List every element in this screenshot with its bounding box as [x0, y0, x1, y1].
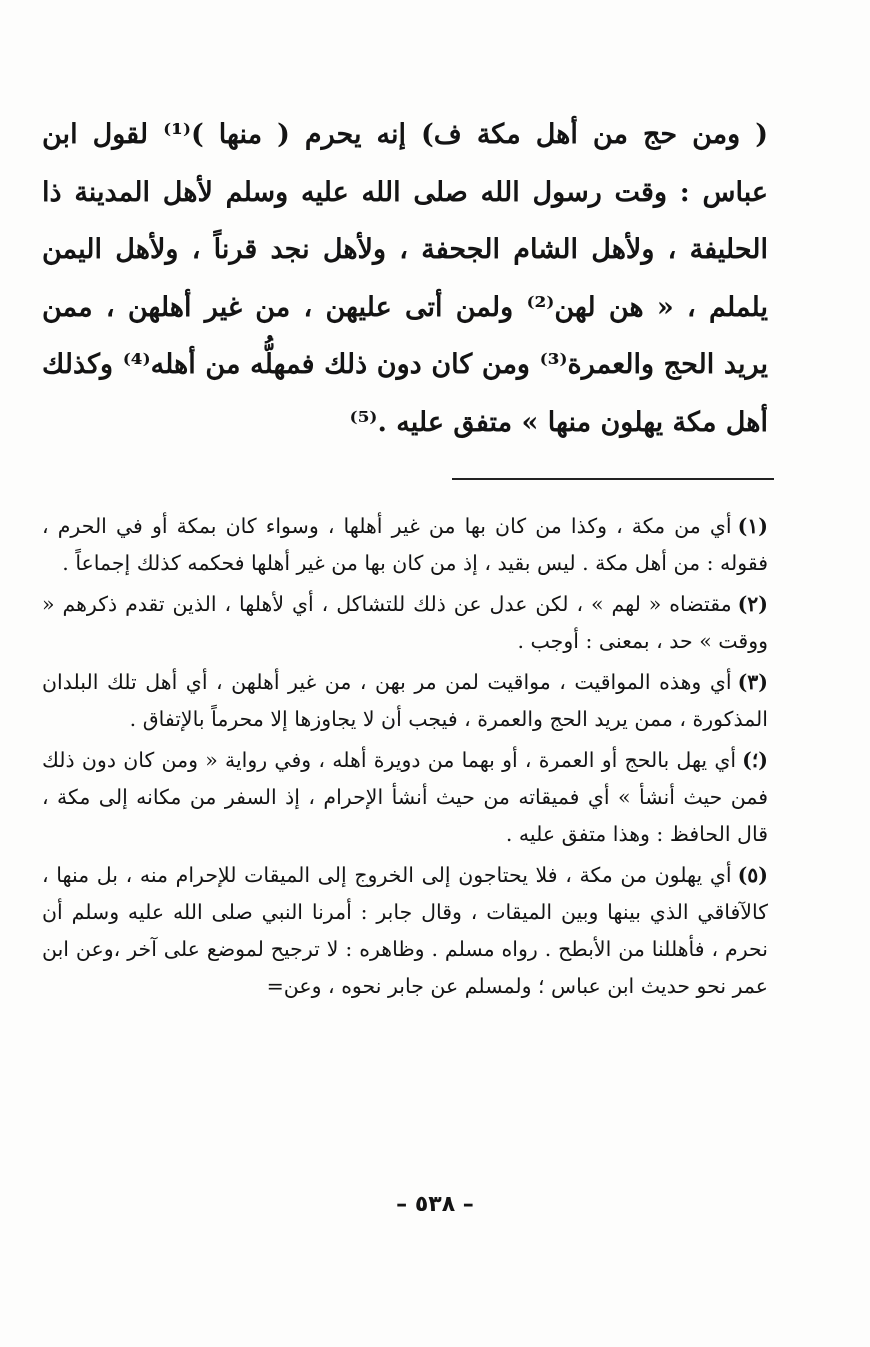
- footnote-4: [42, 742, 768, 853]
- footnotes-section: [42, 508, 768, 1009]
- footnote-number: (٣): [737, 670, 768, 694]
- footnote-3: [42, 664, 768, 738]
- footnote-number: (؛): [742, 748, 768, 772]
- main-paragraph: ( ومن حج من أهل مكة ف) إنه يحرم ( منها )⁽¹⁾ لقول ابن عباس : وقت رسول الله صلى الله عليه وسلم لأهل المدينة ذا الحليفة ، ولأهل الشام الجحفة ، ولأهل نجد قرناً ، ولأهل اليمن يلملم ، « هن لهن⁽²⁾ ولمن أتى عليهن ، من غير أهلهن ، ممن يريد الحج والعمرة⁽³⁾ ومن كان دون ذلك فمهلُّه من أهله⁽⁴⁾ وكذلك أهل مكة يهلون منها » متفق عليه .⁽⁵⁾: [42, 119, 768, 438]
- footnote-divider: [452, 478, 774, 480]
- footnote-1: [42, 508, 768, 582]
- footnote-number: (٥): [737, 863, 768, 887]
- footnote-text: أي يهل بالحج أو العمرة ، أو بهما من دويرة أهله ، وفي رواية « ومن كان دون ذلك فمن حيث أنشأ » أي فميقاته من حيث أنشأ الإحرام ، إذ السفر من مكانه إلى مكة ، قال الحافظ : وهذا متفق عليه .: [42, 748, 768, 846]
- footnote-5: [42, 857, 768, 1005]
- footnote-text: أي من مكة ، وكذا من كان بها من غير أهلها ، وسواء كان بمكة أو في الحرم ، فقوله : من أهل مكة . ليس بقيد ، إذ من كان بها من غير أهلها فحكمه كذلك إجماعاً .: [42, 514, 768, 575]
- footnote-text: مقتضاه « لهم » ، لكن عدل عن ذلك للتشاكل ، أي لأهلها ، الذين تقدم ذكرهم « ووقت » حد ، بمعنى : أوجب .: [42, 592, 768, 653]
- footnote-text: أي يهلون من مكة ، فلا يحتاجون إلى الخروج إلى الميقات للإحرام منه ، بل منها ، كالآفاقي الذي بينها وبين الميقات ، وقال جابر : أمرنا النبي صلى الله عليه وسلم أن نحرم ، فأهللنا من الأبطح . رواه مسلم . وظاهره : لا ترجيح لموضع على آخر ،وعن ابن عمر نحو حديث ابن عباس ؛ ولمسلم عن جابر نحوه ، وعن=: [42, 863, 768, 998]
- footnote-2: [42, 586, 768, 660]
- footnote-number: (١): [737, 514, 768, 538]
- footnote-number: (٢): [737, 592, 768, 616]
- footnote-text: أي وهذه المواقيت ، مواقيت لمن مر بهن ، من غير أهلهن ، أي أهل تلك البلدان المذكورة ، ممن يريد الحج والعمرة ، فيجب أن لا يجاوزها إلا محرماً بالإتفاق .: [42, 670, 768, 731]
- page-number: – ٥٣٨ –: [396, 1192, 474, 1217]
